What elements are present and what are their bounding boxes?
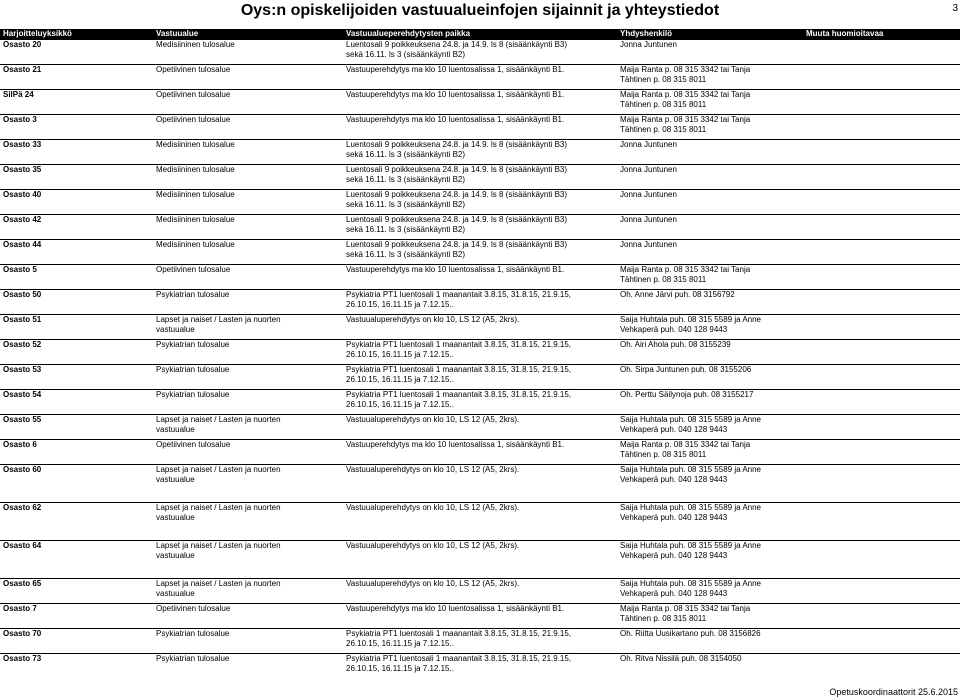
unit-cell: Osasto 21 <box>0 65 153 90</box>
table-row <box>0 365 960 390</box>
place-cell: Vastuualuperehdytys on klo 10, LS 12 (A5, 2krs). <box>343 503 617 541</box>
place-cell: Vastuualuperehdytys on klo 10, LS 12 (A5, 2krs). <box>343 579 617 604</box>
contact-cell: Jonna Juntunen <box>617 240 803 265</box>
area-cell: Psykiatrian tulosalue <box>153 290 343 315</box>
table-header-row <box>0 29 960 40</box>
table-row <box>0 440 960 465</box>
table-row <box>0 40 960 65</box>
page-title: Oys:n opiskelijoiden vastuualueinfojen sijainnit ja yhteystiedot <box>240 2 720 19</box>
notes-cell <box>803 140 960 165</box>
notes-cell <box>803 629 960 654</box>
contact-cell: Jonna Juntunen <box>617 40 803 65</box>
table-row <box>0 140 960 165</box>
notes-cell <box>803 654 960 679</box>
area-cell: Medisiininen tulosalue <box>153 140 343 165</box>
unit-cell: Osasto 44 <box>0 240 153 265</box>
area-cell: Opetiivinen tulosalue <box>153 265 343 290</box>
notes-cell <box>803 541 960 579</box>
notes-cell <box>803 115 960 140</box>
place-cell: Vastuuperehdytys ma klo 10 luentosalissa 1, sisäänkäynti B1. <box>343 65 617 90</box>
contact-cell: Saija Huhtala puh. 08 315 5589 ja Anne Vehkaperä puh. 040 128 9443 <box>617 541 803 579</box>
table-row <box>0 315 960 340</box>
unit-cell: Osasto 6 <box>0 440 153 465</box>
contact-cell: Maija Ranta p. 08 315 3342 tai Tanja Tähtinen p. 08 315 8011 <box>617 90 803 115</box>
unit-cell: Osasto 40 <box>0 190 153 215</box>
place-cell: Luentosali 9 poikkeuksena 24.8. ja 14.9. ls 8 (sisäänkäynti B3) sekä 16.11. ls 3 (sisäänkäynti B2) <box>343 165 617 190</box>
table-row <box>0 629 960 654</box>
notes-cell <box>803 315 960 340</box>
unit-cell: Osasto 73 <box>0 654 153 679</box>
place-cell: Vastuuperehdytys ma klo 10 luentosalissa 1, sisäänkäynti B1. <box>343 115 617 140</box>
area-cell: Medisiininen tulosalue <box>153 165 343 190</box>
area-cell: Psykiatrian tulosalue <box>153 365 343 390</box>
unit-cell: Osasto 54 <box>0 390 153 415</box>
notes-cell <box>803 215 960 240</box>
area-cell: Opetiivinen tulosalue <box>153 440 343 465</box>
place-cell: Psykiatria PT1 luentosali 1 maanantait 3.8.15, 31.8.15, 21.9.15, 26.10.15, 16.11.15 ja 7.12.15.. <box>343 365 617 390</box>
notes-cell <box>803 503 960 541</box>
table-row <box>0 115 960 140</box>
unit-cell: Osasto 35 <box>0 165 153 190</box>
notes-cell <box>803 390 960 415</box>
area-cell: Medisiininen tulosalue <box>153 40 343 65</box>
unit-cell: Osasto 20 <box>0 40 153 65</box>
notes-cell <box>803 90 960 115</box>
unit-cell: Osasto 51 <box>0 315 153 340</box>
table-row <box>0 541 960 579</box>
contact-cell: Maija Ranta p. 08 315 3342 tai Tanja Tähtinen p. 08 315 8011 <box>617 65 803 90</box>
column-header-notes: Muuta huomioitavaa <box>803 29 960 40</box>
notes-cell <box>803 265 960 290</box>
unit-cell: SilPä 24 <box>0 90 153 115</box>
contact-cell: Jonna Juntunen <box>617 190 803 215</box>
column-header-contact: Yhdyshenkilö <box>617 29 803 40</box>
unit-cell: Osasto 33 <box>0 140 153 165</box>
contact-cell: Maija Ranta p. 08 315 3342 tai Tanja Tähtinen p. 08 315 8011 <box>617 115 803 140</box>
area-cell: Lapset ja naiset / Lasten ja nuorten vastuualue <box>153 579 343 604</box>
contact-cell: Saija Huhtala puh. 08 315 5589 ja Anne Vehkaperä puh. 040 128 9443 <box>617 579 803 604</box>
unit-cell: Osasto 53 <box>0 365 153 390</box>
column-header-unit: Harjoitteluyksikkö <box>0 29 153 40</box>
unit-cell: Osasto 7 <box>0 604 153 629</box>
place-cell: Vastuuperehdytys ma klo 10 luentosalissa 1, sisäänkäynti B1. <box>343 90 617 115</box>
table-row <box>0 654 960 679</box>
notes-cell <box>803 190 960 215</box>
contact-cell: Oh. Riitta Uusikartano puh. 08 3156826 <box>617 629 803 654</box>
area-cell: Psykiatrian tulosalue <box>153 340 343 365</box>
unit-cell: Osasto 52 <box>0 340 153 365</box>
place-cell: Psykiatria PT1 luentosali 1 maanantait 3.8.15, 31.8.15, 21.9.15, 26.10.15, 16.11.15 ja 7.12.15.. <box>343 290 617 315</box>
column-header-area: Vastuualue <box>153 29 343 40</box>
notes-cell <box>803 65 960 90</box>
table-row <box>0 340 960 365</box>
unit-cell: Osasto 3 <box>0 115 153 140</box>
contact-cell: Jonna Juntunen <box>617 215 803 240</box>
contact-cell: Oh. Perttu Säilynoja puh. 08 3155217 <box>617 390 803 415</box>
table-row <box>0 465 960 503</box>
place-cell: Vastuualuperehdytys on klo 10, LS 12 (A5, 2krs). <box>343 415 617 440</box>
contact-cell: Saija Huhtala puh. 08 315 5589 ja Anne Vehkaperä puh. 040 128 9443 <box>617 465 803 503</box>
notes-cell <box>803 240 960 265</box>
table-body <box>0 40 960 679</box>
contact-cell: Maija Ranta p. 08 315 3342 tai Tanja Tähtinen p. 08 315 8011 <box>617 604 803 629</box>
area-cell: Lapset ja naiset / Lasten ja nuorten vastuualue <box>153 541 343 579</box>
contact-cell: Jonna Juntunen <box>617 140 803 165</box>
notes-cell <box>803 290 960 315</box>
page-number: 3 <box>952 3 958 14</box>
place-cell: Vastuualuperehdytys on klo 10, LS 12 (A5, 2krs). <box>343 541 617 579</box>
notes-cell <box>803 165 960 190</box>
table-row <box>0 90 960 115</box>
table-row <box>0 415 960 440</box>
table-row <box>0 240 960 265</box>
contact-cell: Maija Ranta p. 08 315 3342 tai Tanja Tähtinen p. 08 315 8011 <box>617 265 803 290</box>
table-row <box>0 65 960 90</box>
footer-text: Opetuskoordinaattorit 25.6.2015 <box>829 687 958 697</box>
place-cell: Psykiatria PT1 luentosali 1 maanantait 3.8.15, 31.8.15, 21.9.15, 26.10.15, 16.11.15 ja 7.12.15.. <box>343 390 617 415</box>
area-cell: Lapset ja naiset / Lasten ja nuorten vastuualue <box>153 503 343 541</box>
notes-cell <box>803 415 960 440</box>
area-cell: Lapset ja naiset / Lasten ja nuorten vastuualue <box>153 315 343 340</box>
notes-cell <box>803 440 960 465</box>
area-cell: Medisiininen tulosalue <box>153 215 343 240</box>
place-cell: Luentosali 9 poikkeuksena 24.8. ja 14.9. ls 8 (sisäänkäynti B3) sekä 16.11. ls 3 (sisäänkäynti B2) <box>343 40 617 65</box>
area-cell: Opetiivinen tulosalue <box>153 604 343 629</box>
unit-cell: Osasto 60 <box>0 465 153 503</box>
place-cell: Vastuualuperehdytys on klo 10, LS 12 (A5, 2krs). <box>343 315 617 340</box>
contact-cell: Jonna Juntunen <box>617 165 803 190</box>
table-row <box>0 604 960 629</box>
contact-cell: Oh. Sirpa Juntunen puh. 08 3155206 <box>617 365 803 390</box>
place-cell: Vastuuperehdytys ma klo 10 luentosalissa 1, sisäänkäynti B1. <box>343 604 617 629</box>
table-row <box>0 579 960 604</box>
place-cell: Psykiatria PT1 luentosali 1 maanantait 3.8.15, 31.8.15, 21.9.15, 26.10.15, 16.11.15 ja 7.12.15.. <box>343 340 617 365</box>
area-cell: Lapset ja naiset / Lasten ja nuorten vastuualue <box>153 415 343 440</box>
area-cell: Opetiivinen tulosalue <box>153 90 343 115</box>
place-cell: Psykiatria PT1 luentosali 1 maanantait 3.8.15, 31.8.15, 21.9.15, 26.10.15, 16.11.15 ja 7.12.15.. <box>343 629 617 654</box>
table-row <box>0 390 960 415</box>
table-row <box>0 215 960 240</box>
contact-cell: Oh. Ritva Nissilä puh. 08 3154050 <box>617 654 803 679</box>
contact-cell: Saija Huhtala puh. 08 315 5589 ja Anne Vehkaperä puh. 040 128 9443 <box>617 415 803 440</box>
notes-cell <box>803 465 960 503</box>
unit-cell: Osasto 42 <box>0 215 153 240</box>
notes-cell <box>803 579 960 604</box>
area-cell: Psykiatrian tulosalue <box>153 629 343 654</box>
unit-cell: Osasto 50 <box>0 290 153 315</box>
table-row <box>0 190 960 215</box>
area-cell: Psykiatrian tulosalue <box>153 390 343 415</box>
area-cell: Medisiininen tulosalue <box>153 240 343 265</box>
table-row <box>0 290 960 315</box>
unit-cell: Osasto 55 <box>0 415 153 440</box>
place-cell: Psykiatria PT1 luentosali 1 maanantait 3.8.15, 31.8.15, 21.9.15, 26.10.15, 16.11.15 ja 7.12.15.. <box>343 654 617 679</box>
area-cell: Opetiivinen tulosalue <box>153 115 343 140</box>
notes-cell <box>803 40 960 65</box>
area-cell: Medisiininen tulosalue <box>153 190 343 215</box>
notes-cell <box>803 365 960 390</box>
contact-cell: Saija Huhtala puh. 08 315 5589 ja Anne Vehkaperä puh. 040 128 9443 <box>617 503 803 541</box>
contact-cell: Oh. Airi Ahola puh. 08 3155239 <box>617 340 803 365</box>
area-cell: Psykiatrian tulosalue <box>153 654 343 679</box>
unit-cell: Osasto 5 <box>0 265 153 290</box>
place-cell: Luentosali 9 poikkeuksena 24.8. ja 14.9. ls 8 (sisäänkäynti B3) sekä 16.11. ls 3 (sisäänkäynti B2) <box>343 215 617 240</box>
contact-cell: Saija Huhtala puh. 08 315 5589 ja Anne Vehkaperä puh. 040 128 9443 <box>617 315 803 340</box>
place-cell: Luentosali 9 poikkeuksena 24.8. ja 14.9. ls 8 (sisäänkäynti B3) sekä 16.11. ls 3 (sisäänkäynti B2) <box>343 190 617 215</box>
notes-cell <box>803 340 960 365</box>
unit-cell: Osasto 65 <box>0 579 153 604</box>
place-cell: Vastuualuperehdytys on klo 10, LS 12 (A5, 2krs). <box>343 465 617 503</box>
contact-cell: Oh. Anne Järvi puh. 08 3156792 <box>617 290 803 315</box>
place-cell: Luentosali 9 poikkeuksena 24.8. ja 14.9. ls 8 (sisäänkäynti B3) sekä 16.11. ls 3 (sisäänkäynti B2) <box>343 240 617 265</box>
place-cell: Luentosali 9 poikkeuksena 24.8. ja 14.9. ls 8 (sisäänkäynti B3) sekä 16.11. ls 3 (sisäänkäynti B2) <box>343 140 617 165</box>
unit-cell: Osasto 62 <box>0 503 153 541</box>
area-cell: Opetiivinen tulosalue <box>153 65 343 90</box>
unit-cell: Osasto 64 <box>0 541 153 579</box>
table-row <box>0 265 960 290</box>
contacts-table <box>0 29 960 679</box>
place-cell: Vastuuperehdytys ma klo 10 luentosalissa 1, sisäänkäynti B1. <box>343 265 617 290</box>
contact-cell: Maija Ranta p. 08 315 3342 tai Tanja Tähtinen p. 08 315 8011 <box>617 440 803 465</box>
unit-cell: Osasto 70 <box>0 629 153 654</box>
table-row <box>0 503 960 541</box>
place-cell: Vastuuperehdytys ma klo 10 luentosalissa 1, sisäänkäynti B1. <box>343 440 617 465</box>
table-row <box>0 165 960 190</box>
area-cell: Lapset ja naiset / Lasten ja nuorten vastuualue <box>153 465 343 503</box>
column-header-place: Vastuualueperehdytysten paikka <box>343 29 617 40</box>
notes-cell <box>803 604 960 629</box>
